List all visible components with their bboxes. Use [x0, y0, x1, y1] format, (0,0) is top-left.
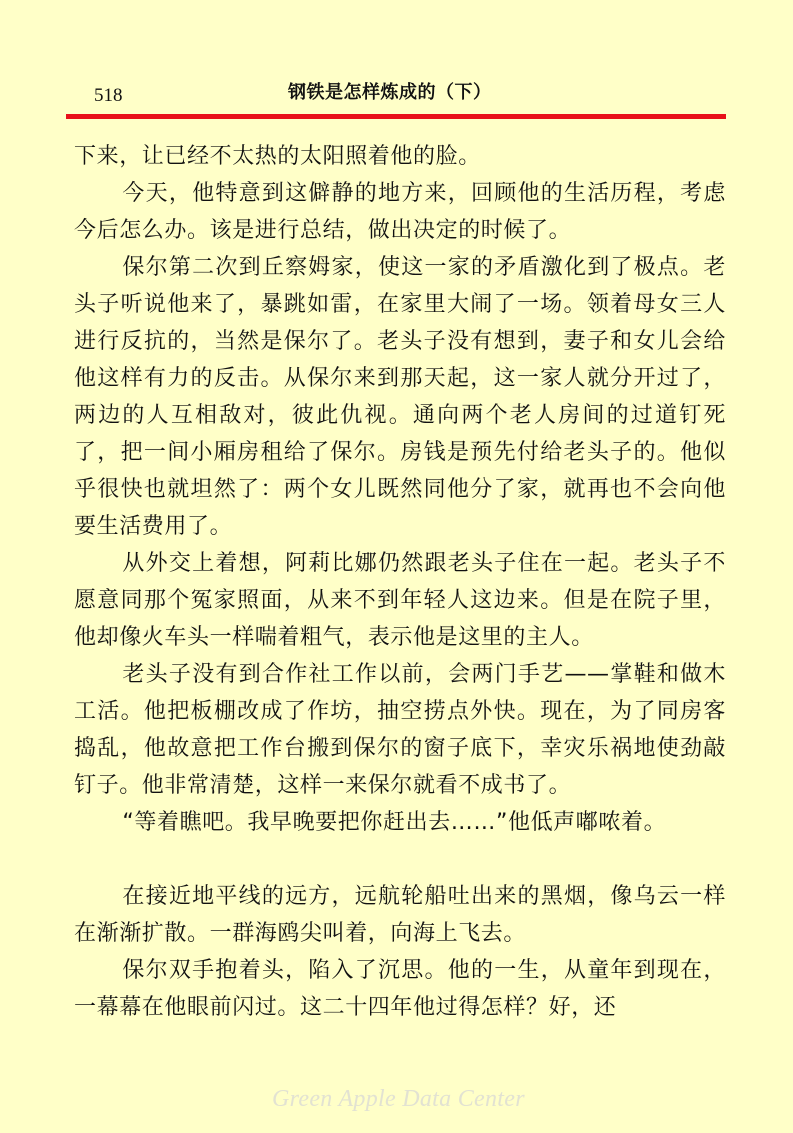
- page-number: 518: [94, 85, 123, 106]
- body-text: [74, 138, 726, 1026]
- paragraph: 今天，他特意到这僻静的地方来，回顾他的生活历程，考虑今后怎么办。该是进行总结，做出决定的时候了。: [74, 181, 726, 243]
- paragraph: 保尔第二次到丘察姆家，使这一家的矛盾激化到了极点。老头子听说他来了，暴跳如雷，在家里大闹了一场。领着母女三人进行反抗的，当然是保尔了。老头子没有想到，妻子和女儿会给他这样有力的反击。从保尔来到那天起，这一家人就分开过了，两边的人互相敌对，彼此仇视。通向两个老人房间的过道钉死了，把一间小厢房租给了保尔。房钱是预先付给老头子的。他似乎很快也就坦然了：两个女儿既然同他分了家，就再也不会向他要生活费用了。: [74, 255, 726, 539]
- book-title: 钢铁是怎样炼成的（下）: [288, 82, 492, 103]
- paragraph: 保尔双手抱着头，陷入了沉思。他的一生，从童年到现在，一幕幕在他眼前闪过。这二十四年他过得怎样？好，还: [74, 958, 726, 1020]
- paragraph: 从外交上着想，阿莉比娜仍然跟老头子住在一起。老头子不愿意同那个冤家照面，从来不到年轻人这边来。但是在院子里，他却像火车头一样喘着粗气，表示他是这里的主人。: [74, 551, 726, 650]
- watermark: Green Apple Data Center: [272, 1086, 525, 1112]
- header-rule: [66, 114, 726, 119]
- paragraph-quote: “等着瞧吧。我早晚要把你赶出去……”他低声嘟哝着。: [122, 810, 667, 835]
- paragraph: 老头子没有到合作社工作以前，会两门手艺——掌鞋和做木工活。他把板棚改成了作坊，抽空捞点外快。现在，为了同房客捣乱，他故意把工作台搬到保尔的窗子底下，幸灾乐祸地使劲敲钉子。他非常清楚，这样一来保尔就看不成书了。: [74, 662, 726, 798]
- page-header: [66, 78, 726, 114]
- paragraph-continued: 下来，让已经不太热的太阳照着他的脸。: [74, 144, 481, 169]
- section-gap: [74, 841, 726, 878]
- paragraph: 在接近地平线的远方，远航轮船吐出来的黑烟，像乌云一样在渐渐扩散。一群海鸥尖叫着，向海上飞去。: [74, 884, 726, 946]
